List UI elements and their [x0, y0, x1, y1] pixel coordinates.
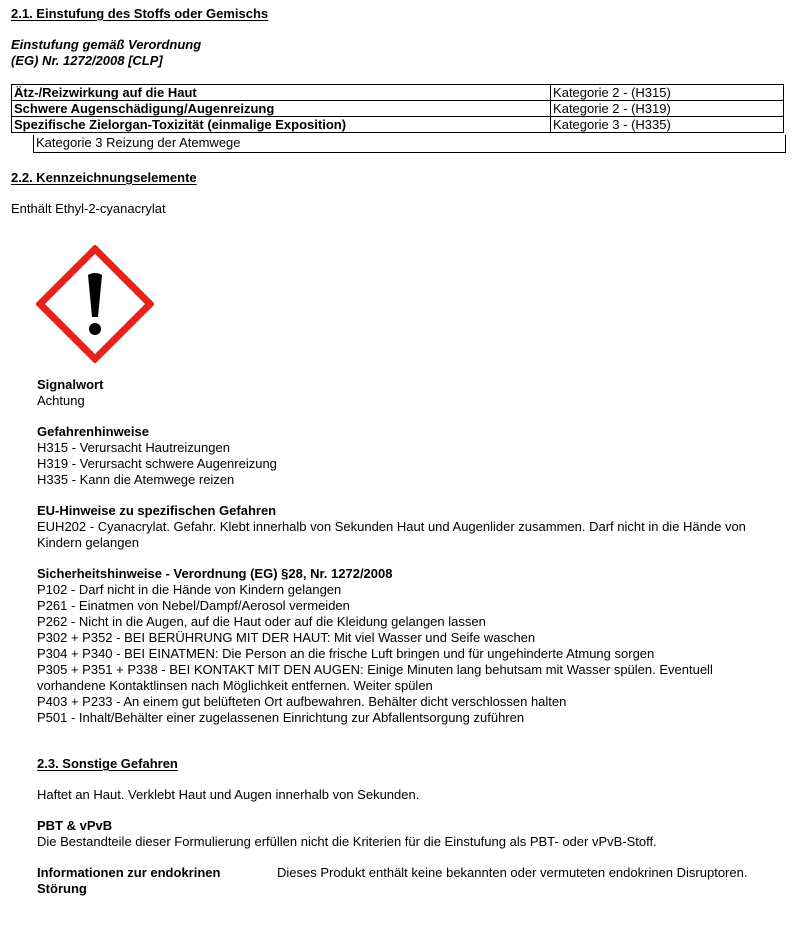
- list-item: P261 - Einatmen von Nebel/Dampf/Aerosol vermeiden: [37, 598, 350, 613]
- list-item: H335 - Kann die Atemwege reizen: [37, 472, 235, 487]
- endocrine-label-line-2: Störung: [37, 881, 87, 896]
- list-item: EUH202 - Cyanacrylat. Gefahr. Klebt innerhalb von Sekunden Haut und Augenlider zusammen. Darf nicht in die Hände von: [37, 519, 746, 534]
- list-item: P403 + P233 - An einem gut belüfteten Ort aufbewahren. Behälter dicht verschlossen halten: [37, 694, 567, 709]
- signal-word-title: Signalwort: [37, 377, 104, 392]
- table-row: [12, 117, 784, 133]
- list-item: P102 - Darf nicht in die Hände von Kindern gelangen: [37, 582, 342, 597]
- list-item: H315 - Verursacht Hautreizungen: [37, 440, 230, 455]
- hazard-statements-title: Gefahrenhinweise: [37, 424, 149, 439]
- section-2-2-heading: 2.2. Kennzeichnungselemente: [11, 170, 197, 185]
- classification-subheading-line-2: (EG) Nr. 1272/2008 [CLP]: [11, 53, 163, 68]
- classification-subheading-line-1: Einstufung gemäß Verordnung: [11, 37, 202, 52]
- pbt-title: PBT & vPvB: [37, 818, 113, 833]
- list-item: H319 - Verursacht schwere Augenreizung: [37, 456, 277, 471]
- classification-table: [11, 84, 784, 133]
- endocrine-label: [37, 865, 220, 897]
- section-2-1-heading: 2.1. Einstufung des Stoffs oder Gemischs: [11, 6, 269, 21]
- precautionary-statements-block: [37, 566, 713, 726]
- section-2-3-heading: 2.3. Sonstige Gefahren: [37, 756, 178, 771]
- contains-text: Enthält Ethyl-2-cyanacrylat: [11, 201, 166, 216]
- endocrine-text: Dieses Produkt enthält keine bekannten oder vermuteten endokrinen Disruptoren.: [277, 865, 748, 880]
- precautionary-statements-title: Sicherheitshinweise - Verordnung (EG) §28, Nr. 1272/2008: [37, 566, 393, 581]
- other-hazards-text: Haftet an Haut. Verklebt Haut und Augen innerhalb von Sekunden.: [37, 787, 420, 802]
- table-row: [12, 85, 784, 101]
- eu-hazard-block: [37, 503, 746, 551]
- pbt-block: [37, 818, 657, 850]
- pbt-text: Die Bestandteile dieser Formulierung erfüllen nicht die Kriterien für die Einstufung als PBT- oder vPvB-Stoff.: [37, 834, 657, 849]
- list-item: P305 + P351 + P338 - BEI KONTAKT MIT DEN AUGEN: Einige Minuten lang behutsam mit Wasser spülen. Eventuell: [37, 662, 713, 677]
- signal-word-block: [37, 377, 103, 409]
- hazard-statements-block: [37, 424, 277, 488]
- table-row: [12, 101, 784, 117]
- list-item: vorhandene Kontaktlinsen nach Möglichkeit entfernen. Weiter spülen: [37, 678, 433, 693]
- signal-word-value: Achtung: [37, 393, 85, 408]
- hazard-category: Kategorie 2 - (H319): [551, 101, 784, 117]
- list-item: P262 - Nicht in die Augen, auf die Haut oder auf die Kleidung gelangen lassen: [37, 614, 486, 629]
- hazard-category: Kategorie 3 - (H335): [551, 117, 784, 133]
- endocrine-label-line-1: Informationen zur endokrinen: [37, 865, 221, 880]
- list-item: P302 + P352 - BEI BERÜHRUNG MIT DER HAUT: Mit viel Wasser und Seife waschen: [37, 630, 536, 645]
- list-item: P304 + P340 - BEI EINATMEN: Die Person an die frische Luft bringen und für ungehinderte Atmung sorgen: [37, 646, 655, 661]
- list-item: P501 - Inhalt/Behälter einer zugelassenen Einrichtung zur Abfallentsorgung zuführen: [37, 710, 525, 725]
- hazard-class: Ätz-/Reizwirkung auf die Haut: [12, 85, 551, 101]
- list-item: Kindern gelangen: [37, 535, 139, 550]
- eu-hazard-title: EU-Hinweise zu spezifischen Gefahren: [37, 503, 277, 518]
- hazard-category: Kategorie 2 - (H315): [551, 85, 784, 101]
- ghs07-exclamation-icon: [36, 245, 154, 363]
- classification-subrow: Kategorie 3 Reizung der Atemwege: [33, 135, 786, 153]
- hazard-class: Spezifische Zielorgan-Toxizität (einmalige Exposition): [12, 117, 551, 133]
- hazard-class: Schwere Augenschädigung/Augenreizung: [12, 101, 551, 117]
